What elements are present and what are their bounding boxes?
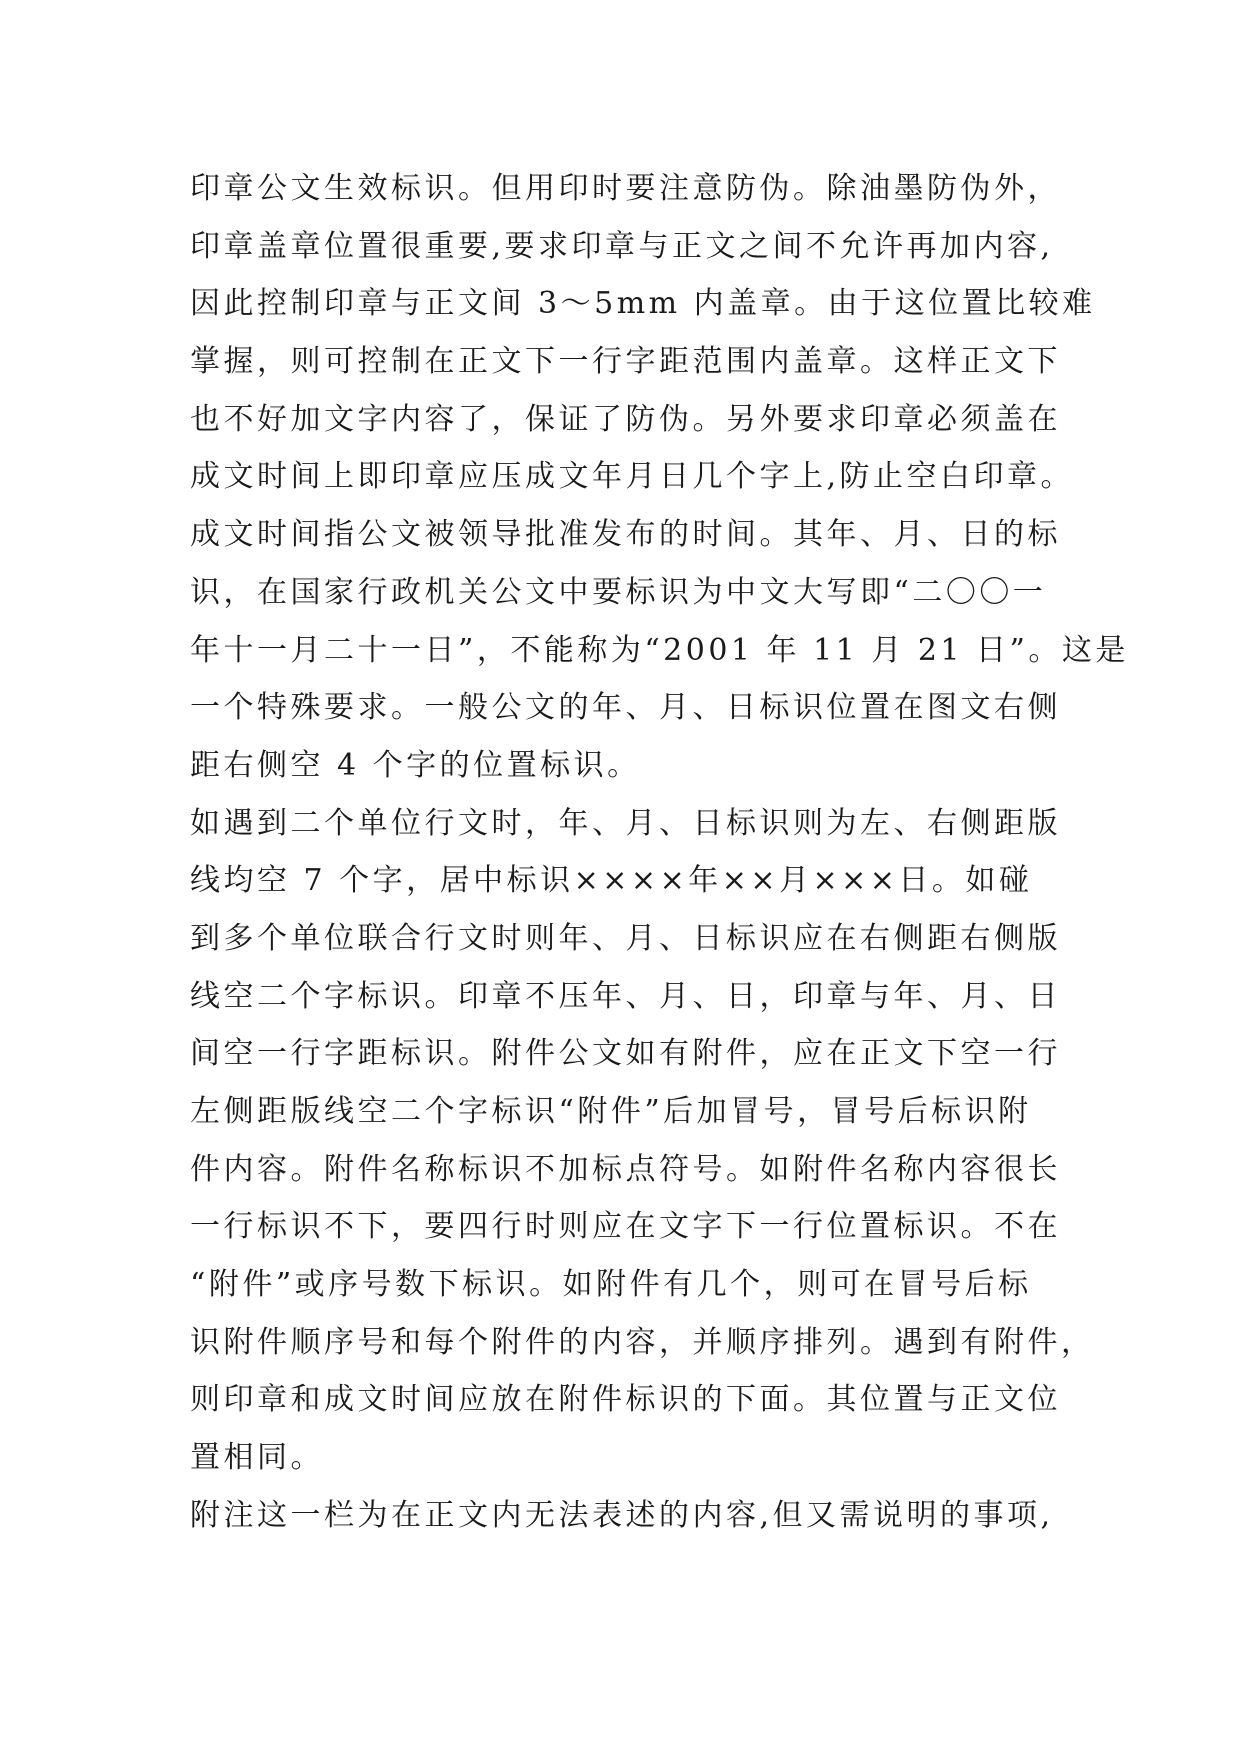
text-line: 距右侧空 4 个字的位置标识。 (190, 747, 641, 783)
text-line: 年十一月二十一日”，不能称为“2001 年 11 月 21 日”。这是 (190, 632, 1129, 668)
text-line: 线均空 7 个字，居中标识××××年××月×××日。如碰 (190, 863, 1033, 899)
text-line: 印章盖章位置很重要,要求印章与正文之间不允许再加内容, (190, 228, 1054, 264)
text-line: 印章公文生效标识。但用印时要注意防伪。除油墨防伪外， (190, 171, 1061, 206)
text-line: 间空一行字距标识。附件公文如有附件，应在正文下空一行 (190, 1036, 1061, 1072)
text-line: 成文时间上即印章应压成文年月日几个字上,防止空白印章。 (190, 459, 1075, 495)
text-line: 如遇到二个单位行文时，年、月、日标识则为左、右侧距版 (190, 805, 1061, 841)
text-line: 附注这一栏为在正文内无法表述的内容,但又需说明的事项, (190, 1497, 1054, 1533)
text-line: 识附件顺序号和每个附件的内容，并顺序排列。遇到有附件， (190, 1324, 1095, 1360)
text-line: 则印章和成文时间应放在附件标识的下面。其位置与正文位 (190, 1382, 1061, 1418)
text-line: 到多个单位联合行文时则年、月、日标识应在右侧距右侧版 (190, 920, 1061, 956)
text-line: 识，在国家行政机关公文中要标识为中文大写即“二〇〇一 (190, 574, 1047, 610)
text-line: 因此控制印章与正文间 3～5mm 内盖章。由于这位置比较难 (190, 286, 1096, 322)
text-line: 也不好加文字内容了，保证了防伪。另外要求印章必须盖在 (190, 401, 1061, 437)
text-line: 件内容。附件名称标识不加标点符号。如附件名称内容很长 (190, 1151, 1061, 1187)
text-line: 一行标识不下，要四行时则应在文字下一行位置标识。不在 (190, 1209, 1061, 1245)
body-text (190, 160, 1129, 1545)
text-line: 成文时间指公文被领导批准发布的时间。其年、月、日的标 (190, 517, 1061, 553)
text-line: 置相同。 (190, 1440, 324, 1476)
text-line: 左侧距版线空二个字标识“附件”后加冒号，冒号后标识附 (190, 1094, 1032, 1129)
text-line: “附件”或序号数下标识。如附件有几个，则可在冒号后标 (190, 1267, 1032, 1303)
text-line: 掌握，则可控制在正文下一行字距范围内盖章。这样正文下 (190, 344, 1061, 380)
text-line: 一个特殊要求。一般公文的年、月、日标识位置在图文右侧 (190, 690, 1061, 726)
text-line: 线空二个字标识。印章不压年、月、日，印章与年、月、日 (190, 978, 1061, 1014)
